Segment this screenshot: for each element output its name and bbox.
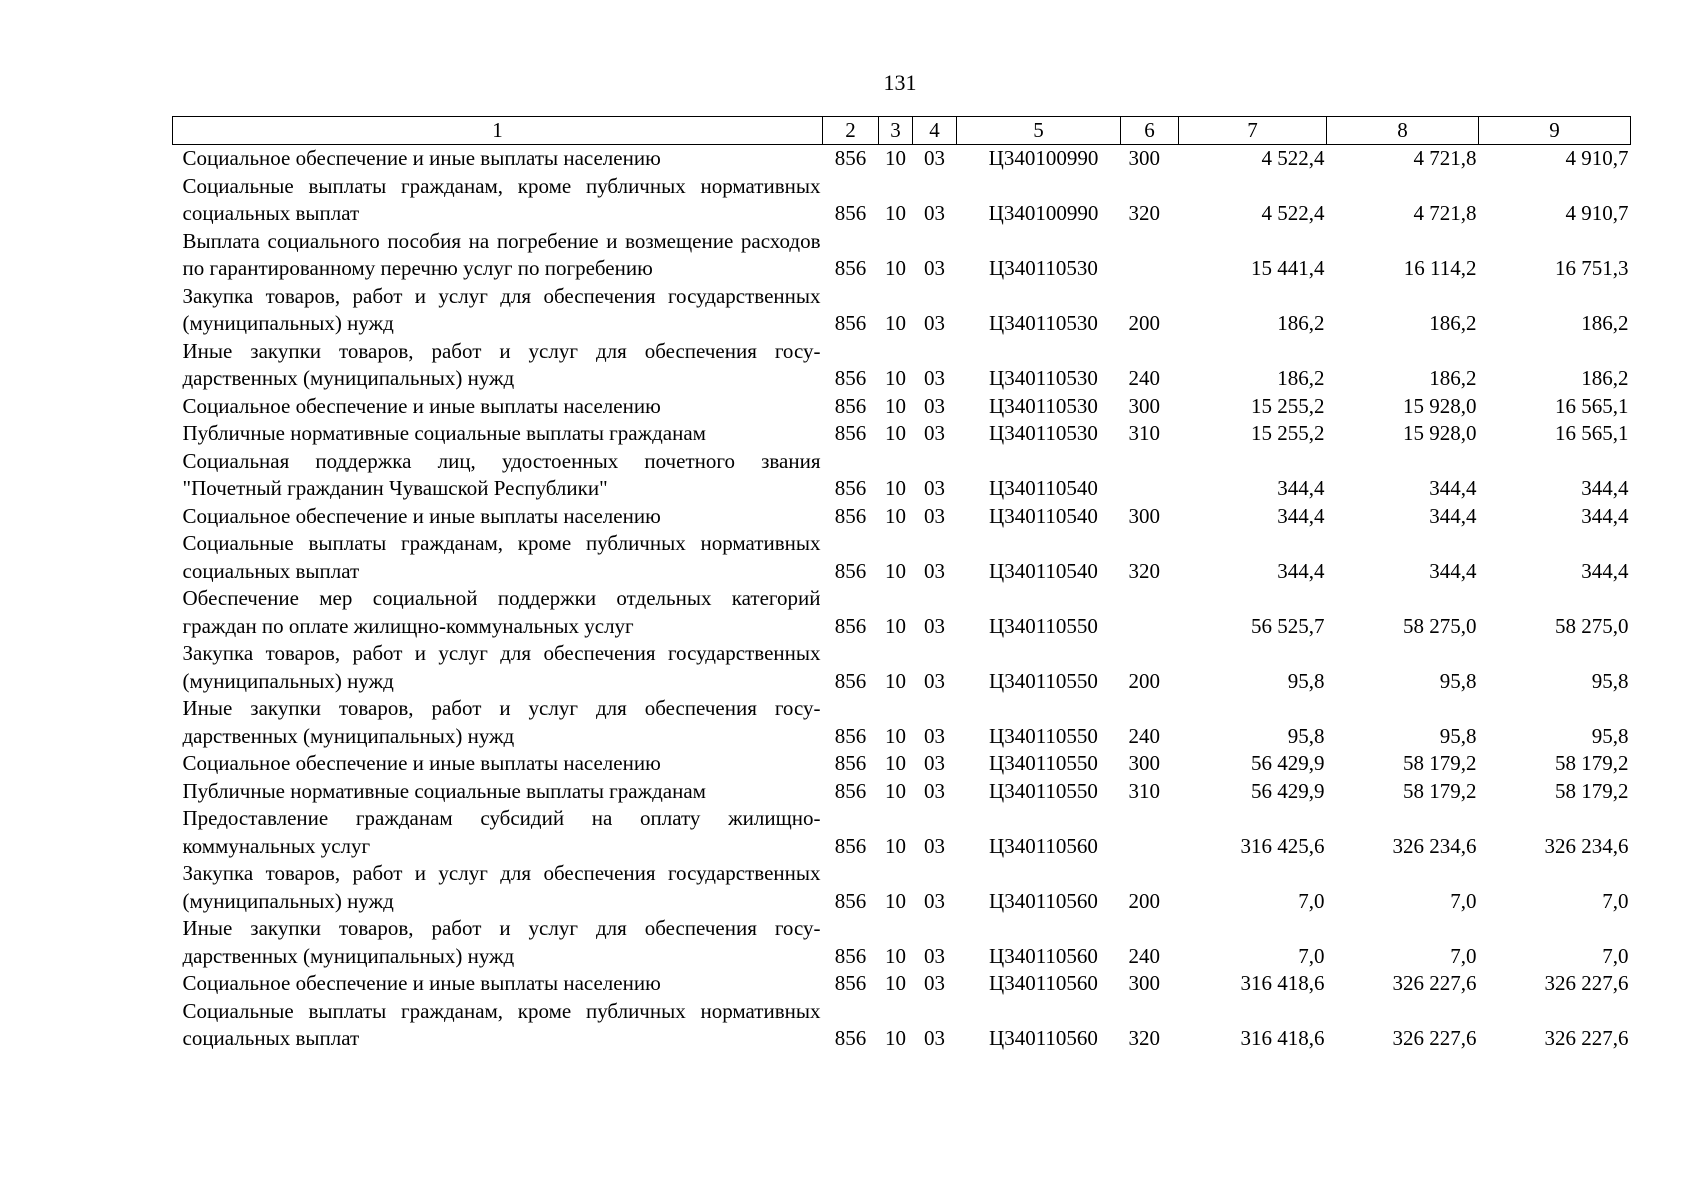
row-target-article: Ц340110550 bbox=[989, 751, 1098, 775]
row-subsection: 03 bbox=[924, 146, 945, 170]
row-section: 10 bbox=[885, 311, 906, 335]
row-amount-col7: 344,4 bbox=[1277, 476, 1325, 500]
row-name: Закупка товаров, работ и услуг для обеспечения государственных (муниципальных) нужд bbox=[182, 861, 821, 913]
row-section: 10 bbox=[885, 888, 906, 913]
row-amount-col7: 56 429,9 bbox=[1251, 778, 1325, 803]
row-subsection: 03 bbox=[924, 668, 945, 693]
row-admin-code: 856 bbox=[834, 778, 867, 803]
row-amount-col9: 58 179,2 bbox=[1555, 778, 1629, 803]
row-amount-col8: 15 928,0 bbox=[1403, 393, 1477, 418]
table-row bbox=[173, 970, 1631, 998]
row-subsection: 03 bbox=[924, 256, 945, 280]
column-header-5: 5 bbox=[957, 117, 1121, 145]
row-target-article: Ц340110550 bbox=[989, 723, 1098, 748]
row-amount-col9: 16 751,3 bbox=[1555, 256, 1629, 280]
row-expense-type: 300 bbox=[1128, 971, 1160, 995]
row-subsection: 03 bbox=[924, 888, 945, 913]
row-admin-code: 856 bbox=[834, 971, 867, 995]
row-amount-col7: 15 255,2 bbox=[1251, 421, 1325, 445]
row-target-article: Ц340110530 bbox=[989, 256, 1098, 280]
row-expense-type: 300 bbox=[1128, 503, 1160, 528]
row-amount-col8: 7,0 bbox=[1450, 888, 1477, 913]
row-target-article: Ц340110560 bbox=[989, 833, 1098, 858]
row-section: 10 bbox=[885, 971, 906, 995]
row-admin-code: 856 bbox=[834, 256, 867, 280]
row-amount-col7: 7,0 bbox=[1298, 943, 1325, 968]
row-section: 10 bbox=[885, 366, 906, 390]
row-amount-col9: 326 227,6 bbox=[1544, 1026, 1629, 1050]
row-admin-code: 856 bbox=[834, 311, 867, 335]
row-target-article: Ц340100990 bbox=[988, 146, 1099, 170]
row-name: Публичные нормативные социальные выплаты гражданам bbox=[182, 421, 706, 445]
row-admin-code: 856 bbox=[834, 723, 867, 748]
table-row bbox=[173, 145, 1631, 173]
row-section: 10 bbox=[885, 943, 906, 968]
table-row bbox=[173, 585, 1631, 640]
row-name: Обеспечение мер социальной поддержки отдельных категорий граждан по оплате жилищно-коммунальных услуг bbox=[182, 586, 821, 638]
row-expense-type: 240 bbox=[1128, 366, 1160, 390]
row-subsection: 03 bbox=[924, 366, 945, 390]
row-amount-col9: 16 565,1 bbox=[1555, 421, 1629, 445]
row-admin-code: 856 bbox=[834, 366, 867, 390]
row-expense-type: 300 bbox=[1128, 393, 1160, 418]
row-expense-type bbox=[1121, 585, 1179, 640]
row-expense-type: 310 bbox=[1128, 421, 1160, 445]
row-name: Социальные выплаты гражданам, кроме публичных нормативных социальных выплат bbox=[182, 173, 821, 225]
row-expense-type: 300 bbox=[1128, 146, 1160, 170]
row-expense-type: 300 bbox=[1128, 751, 1160, 775]
row-subsection: 03 bbox=[924, 971, 945, 995]
row-amount-col9: 344,4 bbox=[1581, 476, 1629, 500]
row-name: Иные закупки товаров, работ и услуг для обеспечения государственных (муниципальных) нужд bbox=[182, 916, 821, 968]
row-expense-type: 310 bbox=[1128, 778, 1160, 803]
row-section: 10 bbox=[885, 668, 906, 693]
row-section: 10 bbox=[885, 146, 906, 170]
row-section: 10 bbox=[885, 1026, 906, 1050]
row-target-article: Ц340110530 bbox=[989, 311, 1098, 335]
row-amount-col9: 344,4 bbox=[1581, 558, 1629, 583]
table-row bbox=[173, 173, 1631, 228]
row-amount-col7: 4 522,4 bbox=[1261, 201, 1325, 225]
row-target-article: Ц340110540 bbox=[989, 558, 1098, 583]
row-name: Закупка товаров, работ и услуг для обеспечения государственных (муниципальных) нужд bbox=[182, 641, 821, 693]
row-amount-col7: 7,0 bbox=[1298, 888, 1325, 913]
row-name: Социальное обеспечение и иные выплаты населению bbox=[182, 503, 661, 528]
row-target-article: Ц340110550 bbox=[989, 613, 1098, 638]
row-target-article: Ц340110560 bbox=[989, 1026, 1098, 1050]
row-amount-col9: 4 910,7 bbox=[1565, 146, 1629, 170]
row-amount-col7: 186,2 bbox=[1277, 366, 1325, 390]
row-expense-type: 240 bbox=[1128, 943, 1160, 968]
table-row bbox=[173, 338, 1631, 393]
row-subsection: 03 bbox=[924, 311, 945, 335]
table-row bbox=[173, 283, 1631, 338]
table-row bbox=[173, 393, 1631, 421]
row-amount-col9: 4 910,7 bbox=[1565, 201, 1629, 225]
row-target-article: Ц340100990 bbox=[988, 201, 1099, 225]
row-section: 10 bbox=[885, 723, 906, 748]
row-amount-col9: 95,8 bbox=[1591, 723, 1629, 748]
row-amount-col8: 4 721,8 bbox=[1413, 201, 1477, 225]
row-admin-code: 856 bbox=[834, 393, 867, 418]
row-name: Социальные выплаты гражданам, кроме публичных нормативных социальных выплат bbox=[182, 998, 821, 1050]
row-amount-col8: 58 179,2 bbox=[1403, 751, 1477, 775]
row-section: 10 bbox=[885, 751, 906, 775]
row-amount-col8: 344,4 bbox=[1429, 558, 1477, 583]
row-amount-col7: 186,2 bbox=[1277, 311, 1325, 335]
row-expense-type: 320 bbox=[1128, 1026, 1160, 1050]
table-row bbox=[173, 503, 1631, 531]
row-amount-col9: 326 234,6 bbox=[1544, 833, 1629, 858]
row-amount-col8: 326 234,6 bbox=[1392, 833, 1477, 858]
row-amount-col7: 56 429,9 bbox=[1251, 751, 1325, 775]
row-subsection: 03 bbox=[924, 421, 945, 445]
row-admin-code: 856 bbox=[834, 888, 867, 913]
row-subsection: 03 bbox=[924, 943, 945, 968]
column-header-6: 6 bbox=[1121, 117, 1179, 145]
row-section: 10 bbox=[885, 393, 906, 418]
row-expense-type: 200 bbox=[1128, 668, 1160, 693]
row-amount-col8: 58 275,0 bbox=[1403, 613, 1477, 638]
row-amount-col7: 95,8 bbox=[1287, 668, 1325, 693]
page-number: 131 bbox=[883, 70, 917, 95]
row-amount-col8: 344,4 bbox=[1429, 503, 1477, 528]
row-amount-col7: 15 441,4 bbox=[1251, 256, 1325, 280]
row-subsection: 03 bbox=[924, 778, 945, 803]
row-name: Социальное обеспечение и иные выплаты населению bbox=[182, 751, 661, 775]
row-admin-code: 856 bbox=[834, 421, 867, 445]
row-subsection: 03 bbox=[924, 558, 945, 583]
table-row bbox=[173, 750, 1631, 778]
row-section: 10 bbox=[885, 256, 906, 280]
row-amount-col7: 344,4 bbox=[1277, 558, 1325, 583]
table-header-row bbox=[173, 117, 1631, 145]
row-subsection: 03 bbox=[924, 476, 945, 500]
row-name: Социальное обеспечение и иные выплаты населению bbox=[182, 971, 661, 995]
table-row bbox=[173, 640, 1631, 695]
row-target-article: Ц340110530 bbox=[989, 421, 1098, 445]
row-section: 10 bbox=[885, 201, 906, 225]
row-amount-col9: 95,8 bbox=[1591, 668, 1629, 693]
row-amount-col7: 316 418,6 bbox=[1240, 971, 1325, 995]
row-target-article: Ц340110530 bbox=[989, 366, 1098, 390]
column-header-4: 4 bbox=[913, 117, 957, 145]
table-row bbox=[173, 778, 1631, 806]
row-expense-type: 320 bbox=[1128, 558, 1160, 583]
row-section: 10 bbox=[885, 613, 906, 638]
row-subsection: 03 bbox=[924, 201, 945, 225]
row-admin-code: 856 bbox=[834, 943, 867, 968]
row-expense-type bbox=[1121, 228, 1179, 283]
row-amount-col9: 58 275,0 bbox=[1555, 613, 1629, 638]
row-admin-code: 856 bbox=[834, 1026, 867, 1050]
row-expense-type: 200 bbox=[1128, 888, 1160, 913]
row-amount-col8: 326 227,6 bbox=[1392, 1026, 1477, 1050]
row-amount-col9: 186,2 bbox=[1581, 366, 1629, 390]
row-name: Публичные нормативные социальные выплаты гражданам bbox=[182, 778, 706, 803]
row-amount-col7: 4 522,4 bbox=[1261, 146, 1325, 170]
table-row bbox=[173, 915, 1631, 970]
row-target-article: Ц340110550 bbox=[989, 778, 1098, 803]
row-admin-code: 856 bbox=[834, 146, 867, 170]
row-amount-col8: 186,2 bbox=[1429, 366, 1477, 390]
row-expense-type bbox=[1121, 448, 1179, 503]
row-subsection: 03 bbox=[924, 833, 945, 858]
row-amount-col9: 344,4 bbox=[1581, 503, 1629, 528]
row-target-article: Ц340110540 bbox=[989, 503, 1098, 528]
table-row bbox=[173, 860, 1631, 915]
table-row bbox=[173, 420, 1631, 448]
row-amount-col8: 95,8 bbox=[1439, 668, 1477, 693]
row-amount-col8: 95,8 bbox=[1439, 723, 1477, 748]
row-amount-col7: 56 525,7 bbox=[1251, 613, 1325, 638]
row-amount-col9: 186,2 bbox=[1581, 311, 1629, 335]
row-target-article: Ц340110540 bbox=[989, 476, 1098, 500]
row-name: Выплата социального пособия на погребение и возмещение расходов по гарантированному перечню услуг по погребению bbox=[182, 228, 821, 280]
row-target-article: Ц340110560 bbox=[989, 971, 1098, 995]
row-name: Иные закупки товаров, работ и услуг для обеспечения государственных (муниципальных) нужд bbox=[182, 338, 821, 390]
table-row bbox=[173, 448, 1631, 503]
column-header-9: 9 bbox=[1479, 117, 1631, 145]
row-admin-code: 856 bbox=[834, 613, 867, 638]
row-amount-col7: 95,8 bbox=[1287, 723, 1325, 748]
row-admin-code: 856 bbox=[834, 833, 867, 858]
row-name: Социальное обеспечение и иные выплаты населению bbox=[182, 393, 661, 418]
row-amount-col9: 58 179,2 bbox=[1555, 751, 1629, 775]
row-subsection: 03 bbox=[924, 723, 945, 748]
row-amount-col8: 16 114,2 bbox=[1403, 256, 1477, 280]
row-amount-col9: 7,0 bbox=[1602, 888, 1629, 913]
row-target-article: Ц340110550 bbox=[989, 668, 1098, 693]
table-body bbox=[173, 145, 1631, 1053]
row-target-article: Ц340110530 bbox=[989, 393, 1098, 418]
row-section: 10 bbox=[885, 778, 906, 803]
row-admin-code: 856 bbox=[834, 503, 867, 528]
row-subsection: 03 bbox=[924, 613, 945, 638]
row-name: Закупка товаров, работ и услуг для обеспечения государственных (муниципальных) нужд bbox=[182, 283, 821, 335]
row-subsection: 03 bbox=[924, 393, 945, 418]
column-header-3: 3 bbox=[879, 117, 913, 145]
row-name: Социальные выплаты гражданам, кроме публичных нормативных социальных выплат bbox=[182, 531, 821, 583]
row-name: Социальная поддержка лиц, удостоенных почетного звания "Почетный гражданин Чувашской Республики" bbox=[182, 448, 821, 500]
row-name: Предоставление гражданам субсидий на оплату жилищно-коммунальных услуг bbox=[182, 806, 821, 858]
row-expense-type: 320 bbox=[1128, 201, 1160, 225]
row-admin-code: 856 bbox=[834, 476, 867, 500]
table-row bbox=[173, 998, 1631, 1053]
row-expense-type: 200 bbox=[1128, 311, 1160, 335]
row-amount-col9: 7,0 bbox=[1602, 943, 1629, 968]
row-subsection: 03 bbox=[924, 503, 945, 528]
row-section: 10 bbox=[885, 558, 906, 583]
row-amount-col9: 326 227,6 bbox=[1544, 971, 1629, 995]
row-amount-col9: 16 565,1 bbox=[1555, 393, 1629, 418]
row-target-article: Ц340110560 bbox=[989, 943, 1098, 968]
row-amount-col8: 7,0 bbox=[1450, 943, 1477, 968]
column-header-7: 7 bbox=[1179, 117, 1327, 145]
row-admin-code: 856 bbox=[834, 751, 867, 775]
column-header-2: 2 bbox=[823, 117, 879, 145]
row-amount-col8: 15 928,0 bbox=[1403, 421, 1477, 445]
row-admin-code: 856 bbox=[834, 668, 867, 693]
row-subsection: 03 bbox=[924, 751, 945, 775]
row-expense-type bbox=[1121, 805, 1179, 860]
row-target-article: Ц340110560 bbox=[989, 888, 1098, 913]
table-row bbox=[173, 695, 1631, 750]
row-name: Социальное обеспечение и иные выплаты населению bbox=[182, 146, 661, 170]
row-amount-col7: 15 255,2 bbox=[1251, 393, 1325, 418]
row-section: 10 bbox=[885, 476, 906, 500]
table-row bbox=[173, 805, 1631, 860]
table-row bbox=[173, 228, 1631, 283]
row-amount-col8: 186,2 bbox=[1429, 311, 1477, 335]
row-expense-type: 240 bbox=[1128, 723, 1160, 748]
row-amount-col8: 344,4 bbox=[1429, 476, 1477, 500]
row-amount-col7: 316 425,6 bbox=[1240, 833, 1325, 858]
row-section: 10 bbox=[885, 833, 906, 858]
row-amount-col8: 58 179,2 bbox=[1403, 778, 1477, 803]
row-amount-col7: 344,4 bbox=[1277, 503, 1325, 528]
row-subsection: 03 bbox=[924, 1026, 945, 1050]
row-name: Иные закупки товаров, работ и услуг для обеспечения государственных (муниципальных) нужд bbox=[182, 696, 821, 748]
column-header-1: 1 bbox=[173, 117, 823, 145]
table-row bbox=[173, 530, 1631, 585]
row-section: 10 bbox=[885, 421, 906, 445]
row-admin-code: 856 bbox=[834, 201, 867, 225]
column-header-8: 8 bbox=[1327, 117, 1479, 145]
row-amount-col7: 316 418,6 bbox=[1240, 1026, 1325, 1050]
row-section: 10 bbox=[885, 503, 906, 528]
row-amount-col8: 326 227,6 bbox=[1392, 971, 1477, 995]
row-amount-col8: 4 721,8 bbox=[1413, 146, 1477, 170]
budget-table bbox=[172, 116, 1631, 1053]
row-admin-code: 856 bbox=[834, 558, 867, 583]
